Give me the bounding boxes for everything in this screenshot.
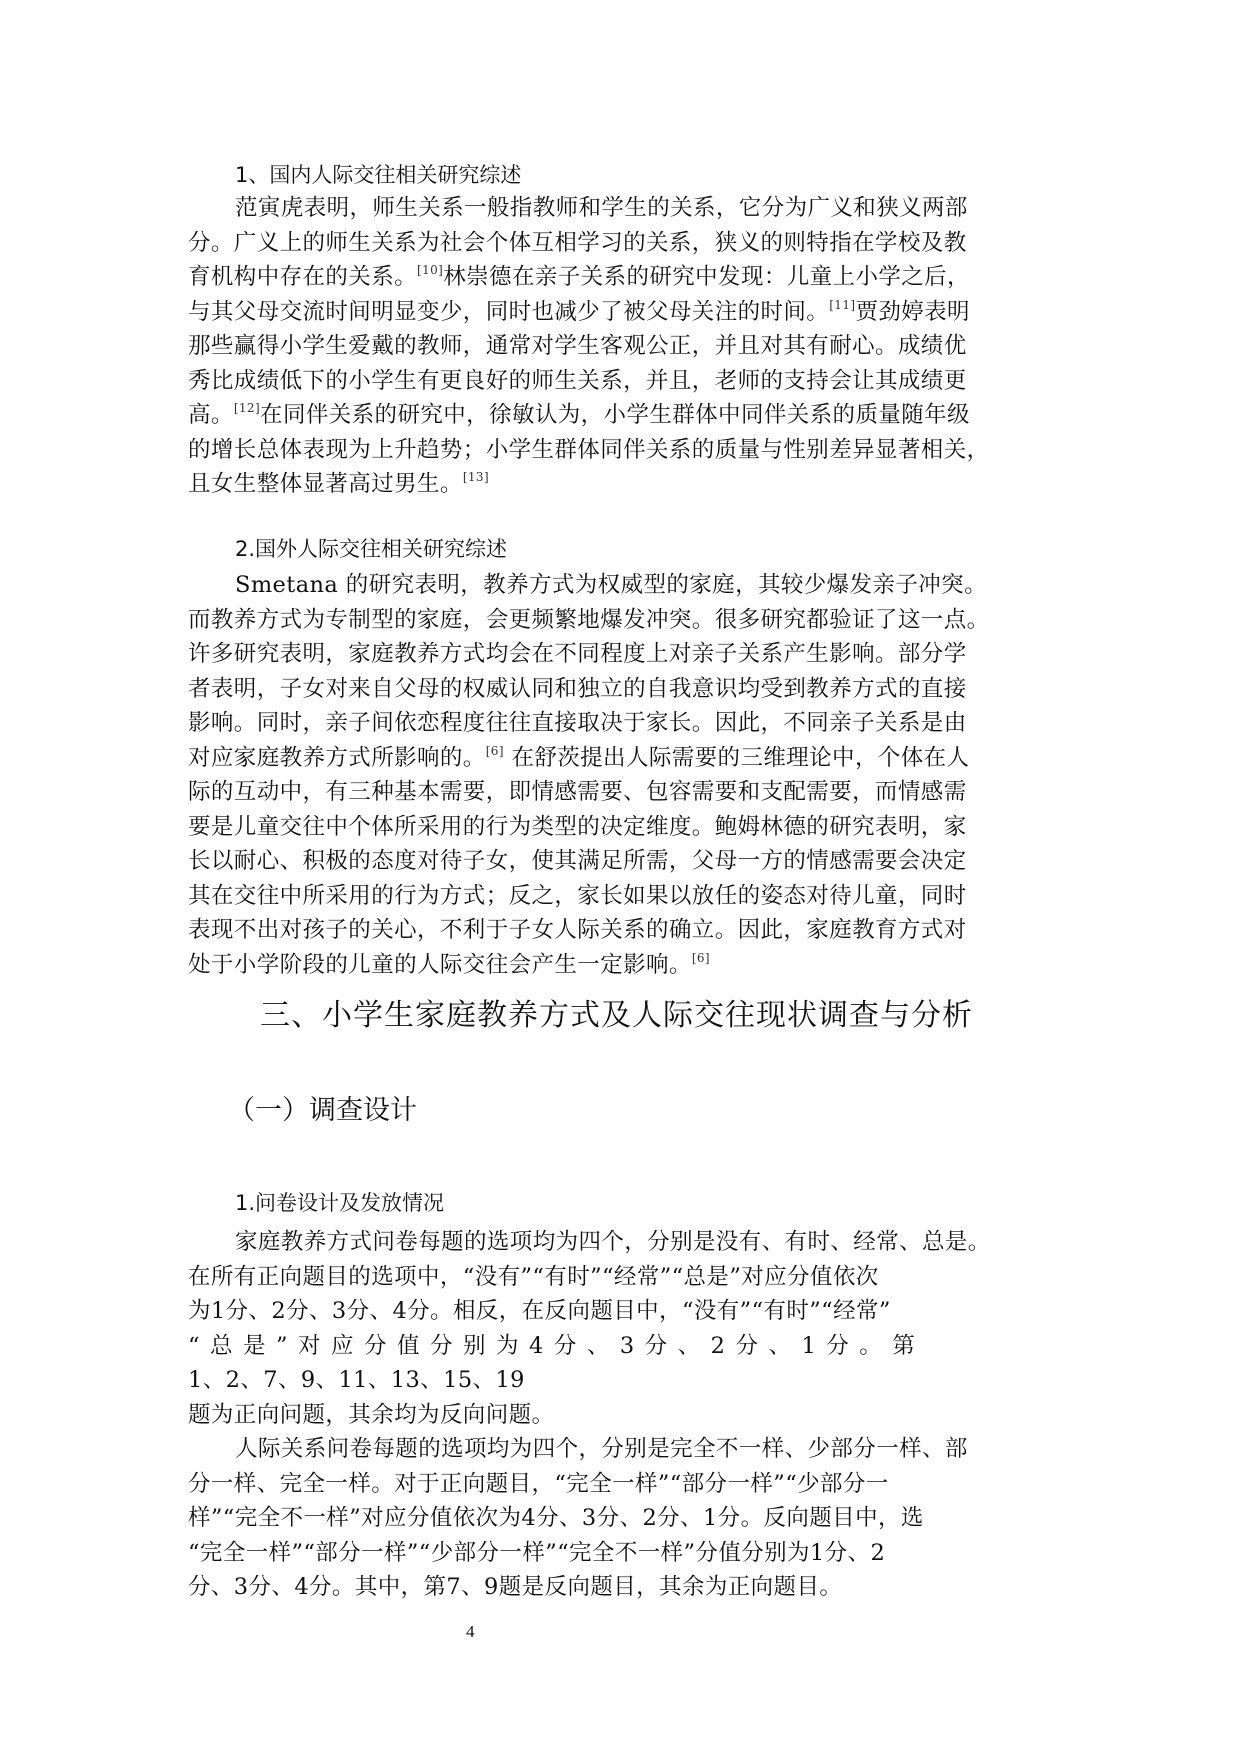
text-segment: 在同伴关系的研究中，徐敏认为，小学生群体中同伴关系的质量随年级 xyxy=(260,402,970,428)
text-line: 的增长总体表现为上升趋势；小学生群体同伴关系的质量与性别差异显著相关， xyxy=(188,436,990,463)
subsection-heading-domestic-research: 1、国内人际交往相关研究综述 xyxy=(235,163,522,187)
section-heading-survey-design: （一）调查设计 xyxy=(228,1095,417,1126)
text-line: 要是儿童交往中个体所采用的行为类型的决定维度。鲍姆林德的研究表明，家 xyxy=(188,813,967,840)
text-line: 其在交往中所采用的行为方式；反之，家长如果以放任的姿态对待儿童，同时 xyxy=(188,882,967,909)
citation-ref: [10] xyxy=(417,263,444,277)
text-line: “完全一样”“部分一样”“少部分一样”“完全不一样”分值分别为1分、2 xyxy=(188,1539,886,1566)
text-line: 题为正向问题，其余均为反向问题。 xyxy=(188,1401,555,1428)
text-segment: 高。 xyxy=(188,402,234,428)
text-line xyxy=(188,948,1056,983)
text-segment: 育机构中存在的关系。 xyxy=(188,264,418,290)
text-line xyxy=(188,467,1056,502)
text-segment: 在舒茨提出人际需要的三维理论中，个体在人 xyxy=(503,744,970,771)
subsection-heading-questionnaire: 1.问卷设计及发放情况 xyxy=(235,1191,445,1215)
text-line xyxy=(188,260,1056,295)
text-line: 表现不出对孩子的关心，不利于子女人际关系的确立。因此，家庭教育方式对 xyxy=(188,917,967,943)
text-line: 分一样、完全一样。对于正向题目，“完全一样”“部分一样”“少部分一 xyxy=(188,1470,889,1497)
text-line: 长以耐心、积极的态度对待子女，使其满足所需，父母一方的情感需要会决定 xyxy=(188,848,967,874)
text-line: 1、2、7、9、11、13、15、19 xyxy=(188,1367,525,1393)
text-segment: 且女生整体显著高过男生。 xyxy=(188,471,463,497)
text-line: 范寅虎表明，师生关系一般指教师和学生的关系，它分为广义和狭义两部 xyxy=(235,195,968,221)
citation-ref: [11] xyxy=(829,297,856,312)
text-segment: 与其父母交流时间明显变少，同时也减少了被父母关注的时间。 xyxy=(188,298,830,325)
text-line: 样”“完全不一样”对应分值依次为4分、3分、2分、1分。反向题目中，选 xyxy=(188,1505,924,1531)
text-line: 家庭教养方式问卷每题的选项均为四个，分别是没有、有时、经常、总是。 xyxy=(235,1229,991,1255)
text-segment: 对应家庭教养方式所影响的。 xyxy=(188,744,486,771)
subsection-heading-foreign-research: 2.国外人际交往相关研究综述 xyxy=(235,537,508,561)
chapter-heading: 三、小学生家庭教养方式及人际交往现状调查与分析 xyxy=(260,998,973,1033)
text-line xyxy=(188,398,1056,433)
paragraph-foreign-research xyxy=(188,568,1056,982)
text-line: 许多研究表明，家庭教养方式均会在不同程度上对亲子关系产生影响。部分学 xyxy=(188,641,967,667)
text-line xyxy=(188,741,1056,776)
paragraph-relationship-questionnaire xyxy=(188,1432,1056,1605)
text-line: “总是”对应分值分别为4分、3分、2分、1分。第 xyxy=(188,1332,926,1359)
citation-ref: [12] xyxy=(233,401,261,415)
text-line: Smetana 的研究表明，教养方式为权威型的家庭，其较少爆发亲子冲突。 xyxy=(235,572,987,598)
text-line: 影响。同时，亲子间依恋程度往往直接取决于家长。因此，不同亲子关系是由 xyxy=(188,710,967,736)
text-segment: 处于小学阶段的儿童的人际交往会产生一定影响。 xyxy=(188,951,692,978)
text-line: 而教养方式为专制型的家庭，会更频繁地爆发冲突。很多研究都验证了这一点。 xyxy=(188,606,990,633)
text-line: 者表明，子女对来自父母的权威认同和独立的自我意识均受到教养方式的直接 xyxy=(188,675,967,702)
text-line: 分。广义上的师生关系为社会个体互相学习的关系，狭义的则特指在学校及教 xyxy=(188,229,967,256)
text-line: 在所有正向题目的选项中，“没有”“有时”“经常”“总是”对应分值依次 xyxy=(188,1263,879,1290)
text-line: 际的互动中，有三种基本需要，即情感需要、包容需要和支配需要，而情感需 xyxy=(188,779,967,805)
text-line: 那些赢得小学生爱戴的教师，通常对学生客观公正，并且对其有耐心。成绩优 xyxy=(188,333,967,359)
paragraph-domestic-research xyxy=(188,191,1056,502)
text-line: 人际关系问卷每题的选项均为四个，分别是完全不一样、少部分一样、部 xyxy=(235,1436,968,1462)
citation-ref: [6] xyxy=(691,950,711,965)
text-segment: 林崇德在亲子关系的研究中发现：儿童上小学之后， xyxy=(443,264,970,290)
page-number: 4 xyxy=(466,1622,475,1641)
text-line xyxy=(188,295,1056,330)
citation-ref: [13] xyxy=(462,470,490,484)
text-line: 分、3分、4分。其中，第7、9题是反向题目，其余为正向题目。 xyxy=(188,1574,843,1600)
text-line: 秀比成绩低下的小学生有更良好的师生关系，并且，老师的支持会让其成绩更 xyxy=(188,367,967,394)
paragraph-parenting-questionnaire xyxy=(188,1225,1056,1432)
citation-ref: [6] xyxy=(485,743,504,758)
text-line: 为1分、2分、3分、4分。相反，在反向题目中，“没有”“有时”“经常” xyxy=(188,1298,891,1324)
text-segment: 贾劲婷表明 xyxy=(855,298,970,325)
